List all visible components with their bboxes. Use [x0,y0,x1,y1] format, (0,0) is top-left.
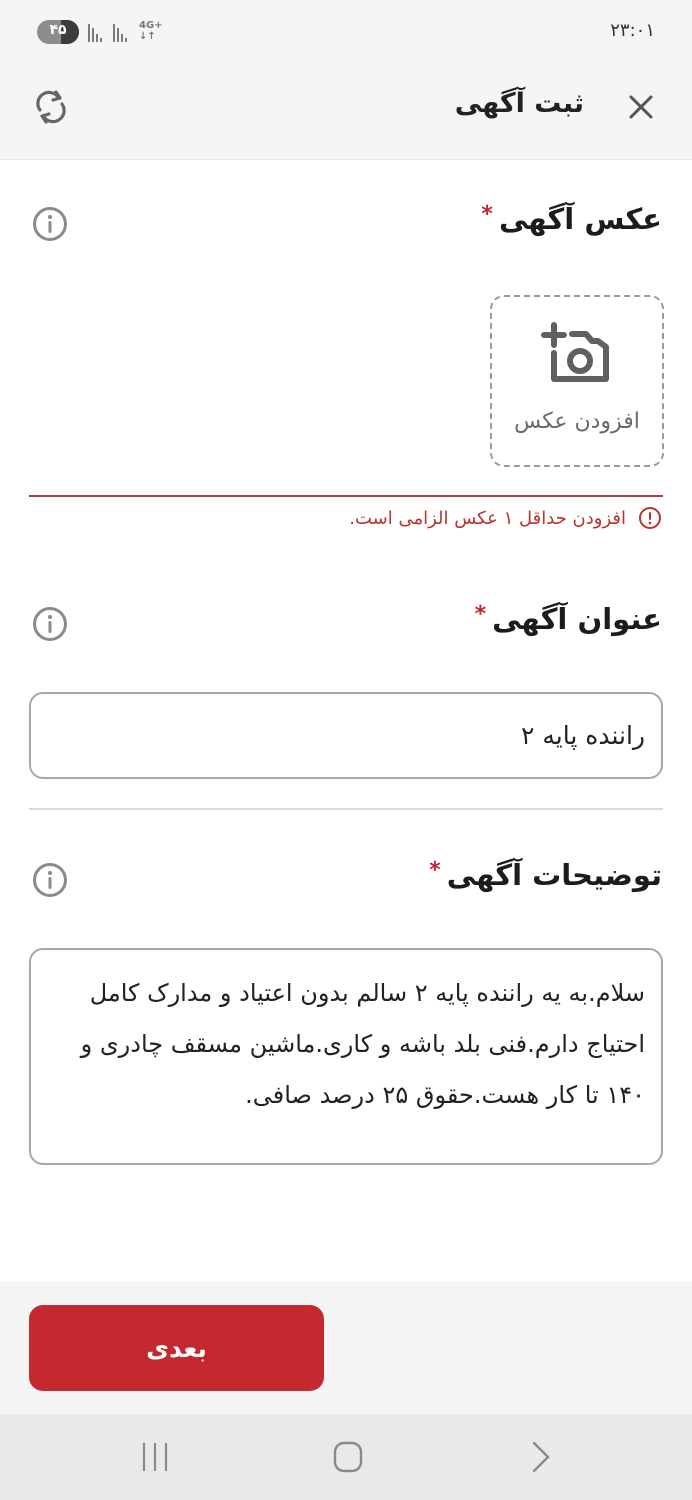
title-label-text: عنوان آگهی [492,602,662,636]
recent-apps-icon [140,1440,170,1474]
photo-label-text: عکس آگهی [498,202,662,236]
next-button[interactable]: بعدی [29,1305,324,1391]
system-nav-bar [0,1414,692,1500]
app-bar [0,62,692,160]
close-button[interactable] [626,92,656,122]
add-photo-label: افزودن عکس [514,409,640,434]
clock: ۲۳:۰۱ [610,20,655,41]
title-section-label [475,602,662,636]
info-icon [32,606,68,642]
signal-icon [88,22,104,42]
photo-error-message [349,506,662,530]
page-title: ثبت آگهی [454,88,584,119]
add-camera-icon [540,321,614,387]
recent-apps-button[interactable] [140,1440,170,1474]
ad-title-input[interactable]: راننده پایه ۲ [29,692,663,779]
back-button[interactable] [528,1440,554,1474]
refresh-button[interactable] [32,88,70,126]
photo-info-button[interactable] [32,206,68,242]
close-icon [626,92,656,122]
info-icon [32,206,68,242]
ad-description-textarea[interactable]: سلام.به یه راننده پایه ۲ سالم بدون اعتیاد و مدارک کامل احتیاج دارم.فنی بلد باشه و کاری.ماشین مسقف چادری و ۱۴۰ تا کار هست.حقوق ۲۵ درصد صافی. [29,948,663,1165]
mobile-data-icon: 4G+ ↓↑ [139,20,163,42]
battery-icon [37,20,79,44]
network-type: 4G+ [139,20,163,31]
required-mark: * [474,602,487,627]
refresh-icon [32,88,70,126]
error-icon [638,506,662,530]
title-info-button[interactable] [32,606,68,642]
footer [0,1282,692,1414]
required-mark: * [481,202,493,227]
info-icon [32,862,68,898]
back-icon [528,1440,554,1474]
add-photo-button[interactable] [490,295,664,467]
home-button[interactable] [332,1440,364,1474]
error-text: افزودن حداقل ۱ عکس الزامی است. [349,507,626,529]
description-section-label [429,858,662,892]
section-divider [29,808,663,810]
description-label-text: توضیحات آگهی [446,858,662,892]
home-icon [332,1440,364,1474]
required-mark: * [429,858,441,883]
battery-level: ۴۵ [49,22,67,38]
error-divider [29,495,663,497]
signal-icon [113,22,129,42]
photo-section-label [481,202,662,236]
status-bar [0,0,692,62]
description-info-button[interactable] [32,862,68,898]
